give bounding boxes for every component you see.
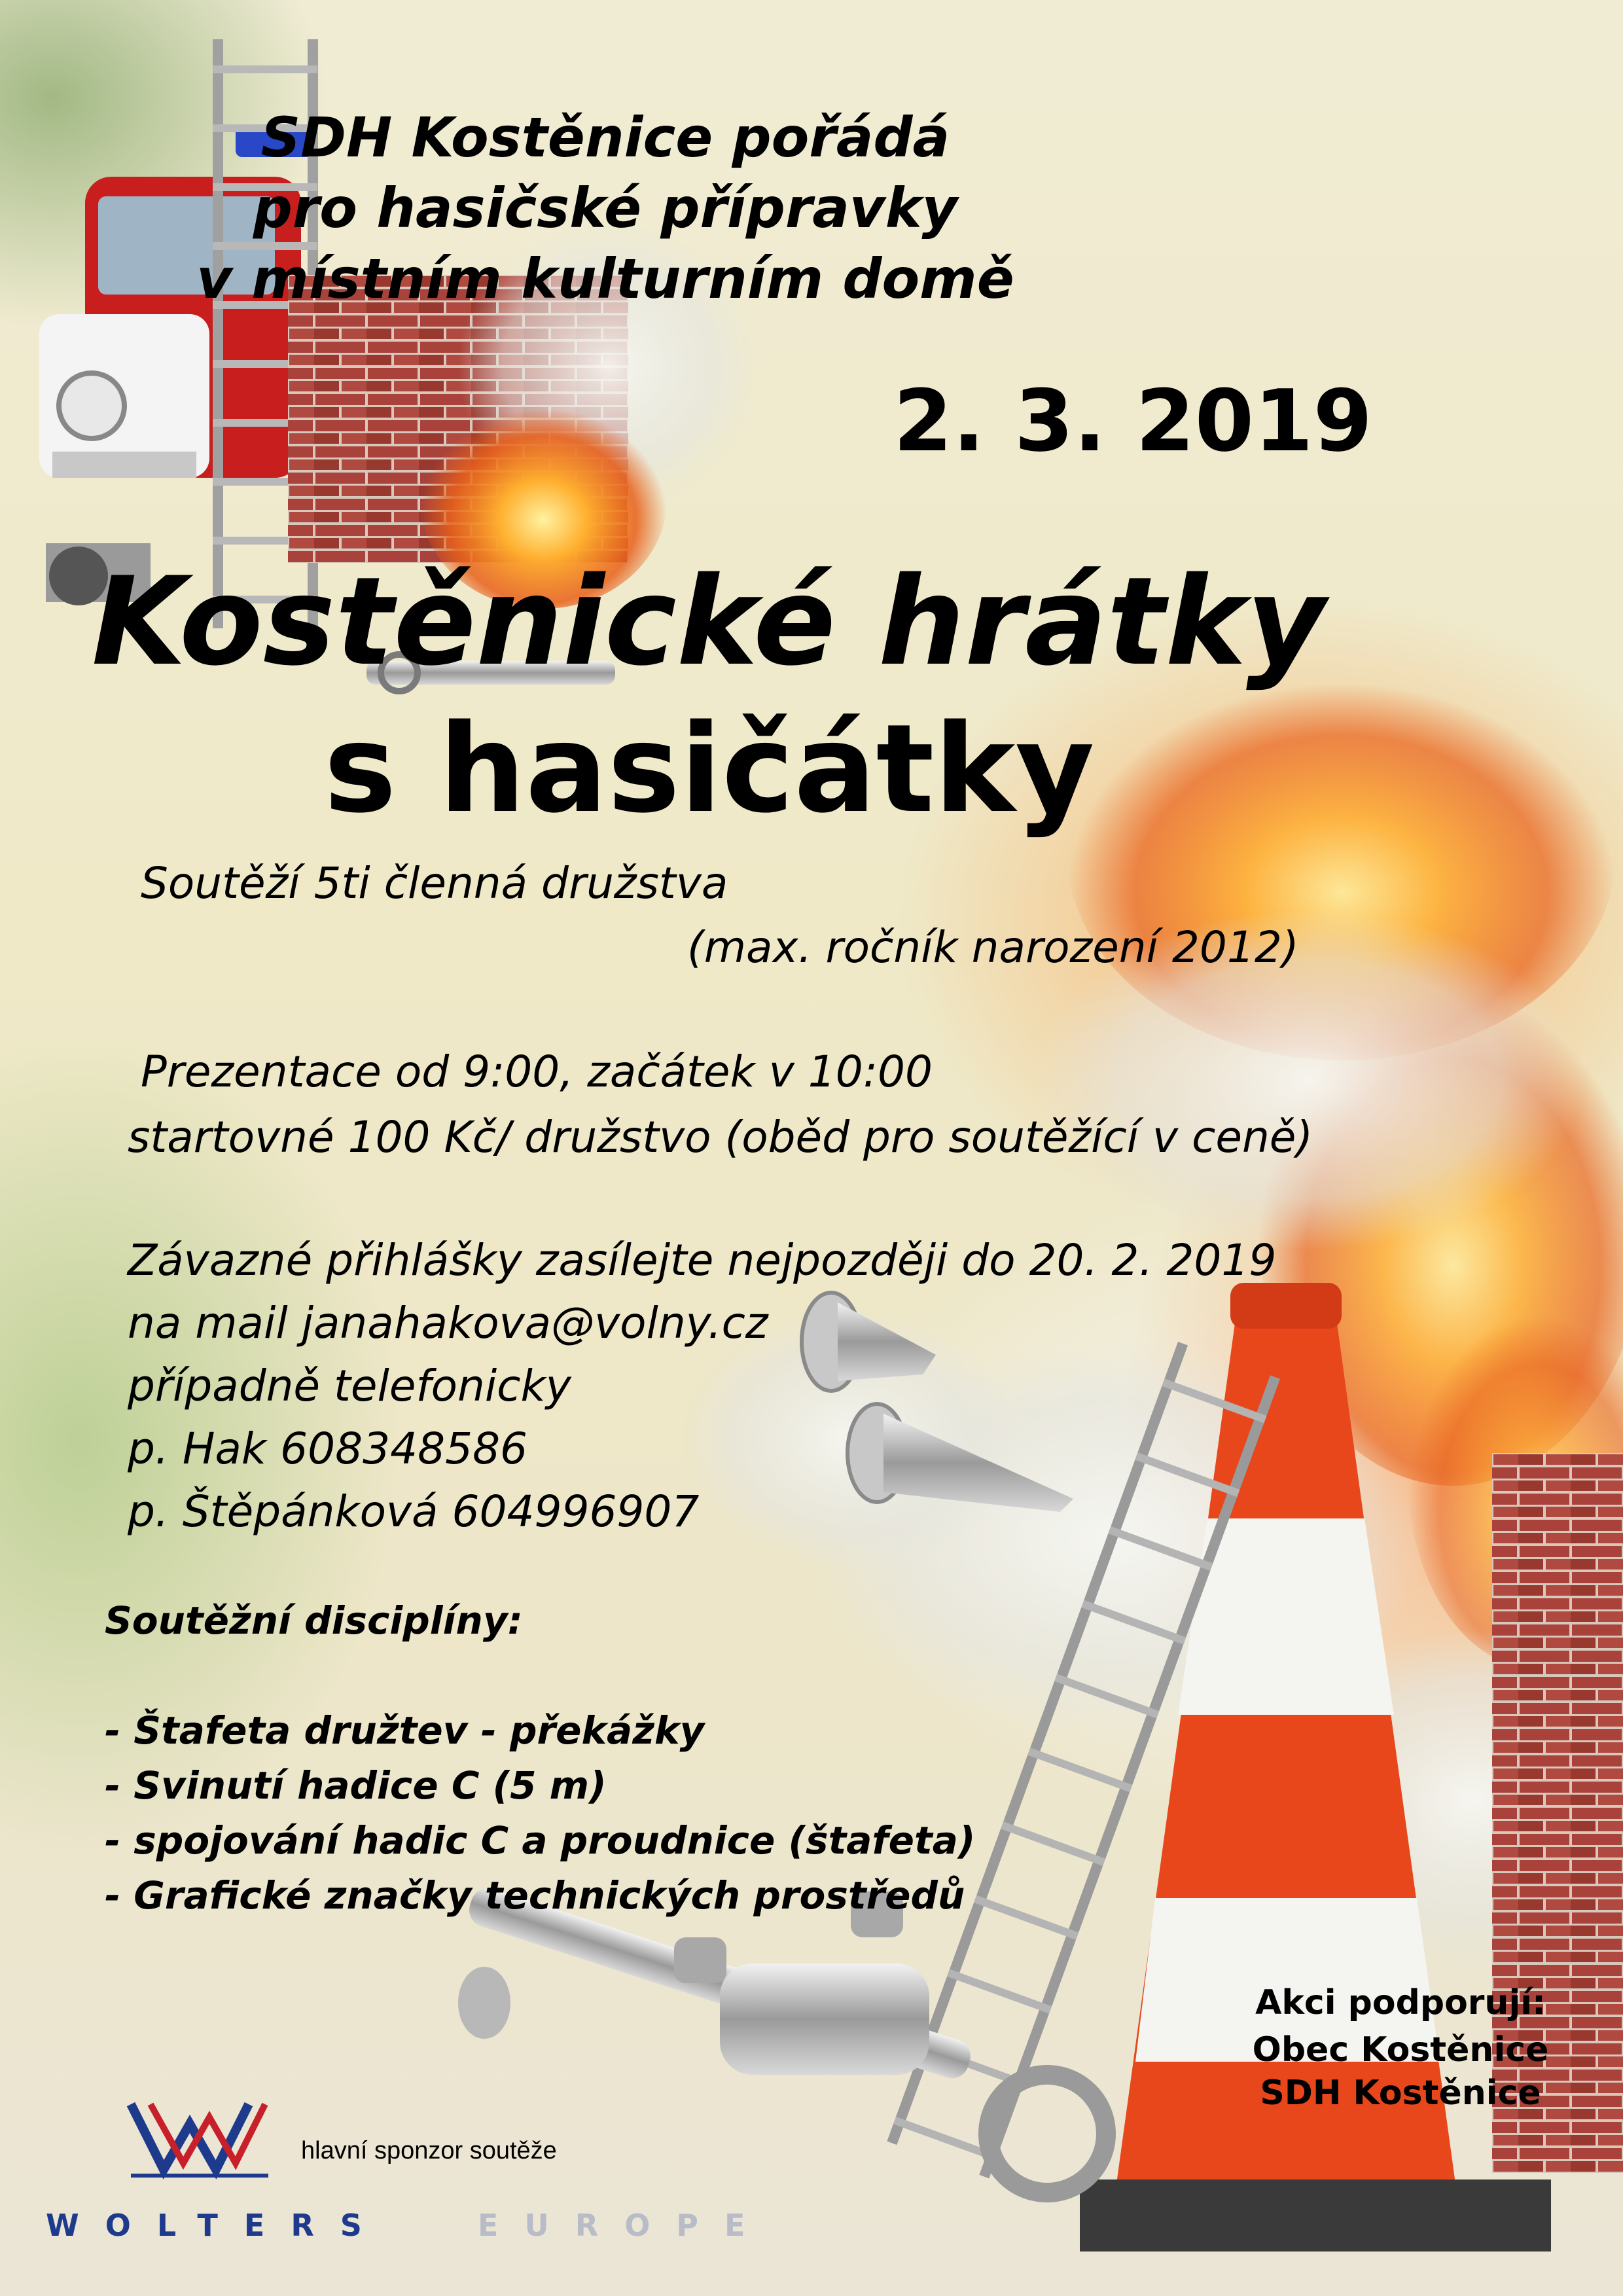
discipline-item: - Svinutí hadice C (5 m) xyxy=(105,1763,607,1808)
age-limit-info: (max. ročník narození 2012) xyxy=(687,922,1299,973)
contact-hak: p. Hak 608348586 xyxy=(128,1424,528,1474)
supporter-name: SDH Kostěnice xyxy=(1260,2073,1541,2113)
disciplines-heading: Soutěžní disciplíny: xyxy=(105,1598,523,1643)
header-line-3: v místním kulturním domě xyxy=(196,247,1014,311)
registration-phone-note: případně telefonicky xyxy=(128,1361,571,1411)
discipline-item: - Grafické značky technických prostředů xyxy=(105,1873,965,1918)
event-title-line-1: Kostěnické hrátky xyxy=(92,550,1326,692)
contact-stepankova: p. Štěpánková 604996907 xyxy=(128,1486,700,1537)
sponsor-logo-word-1: WOLTERS xyxy=(46,2208,388,2243)
discipline-item: - spojování hadic C a proudnice (štafeta) xyxy=(105,1818,976,1863)
registration-deadline: Závazné přihlášky zasílejte nejpozději do 20. 2. 2019 xyxy=(128,1235,1277,1285)
sponsor-caption: hlavní sponzor soutěže xyxy=(301,2137,557,2164)
sponsor-logo-word-2: EUROPE xyxy=(478,2208,772,2243)
event-date: 2. 3. 2019 xyxy=(893,371,1373,471)
schedule-info: Prezentace od 9:00, začátek v 10:00 xyxy=(141,1047,933,1097)
supporter-name: Obec Kostěnice xyxy=(1252,2030,1549,2070)
event-title-line-2: s hasičátky xyxy=(324,698,1095,840)
fee-info: startovné 100 Kč/ družstvo (oběd pro soutěžící v ceně) xyxy=(128,1112,1313,1162)
supporters-heading: Akci podporují: xyxy=(1255,1983,1546,2022)
discipline-item: - Štafeta družtev - překážky xyxy=(105,1708,705,1753)
teams-info: Soutěží 5ti členná družstva xyxy=(141,858,728,908)
wolters-logo-icon xyxy=(124,2091,275,2183)
header-line-1: SDH Kostěnice pořádá xyxy=(260,105,950,170)
registration-email[interactable]: na mail janahakova@volny.cz xyxy=(128,1298,768,1348)
header-line-2: pro hasičské přípravky xyxy=(253,176,958,240)
